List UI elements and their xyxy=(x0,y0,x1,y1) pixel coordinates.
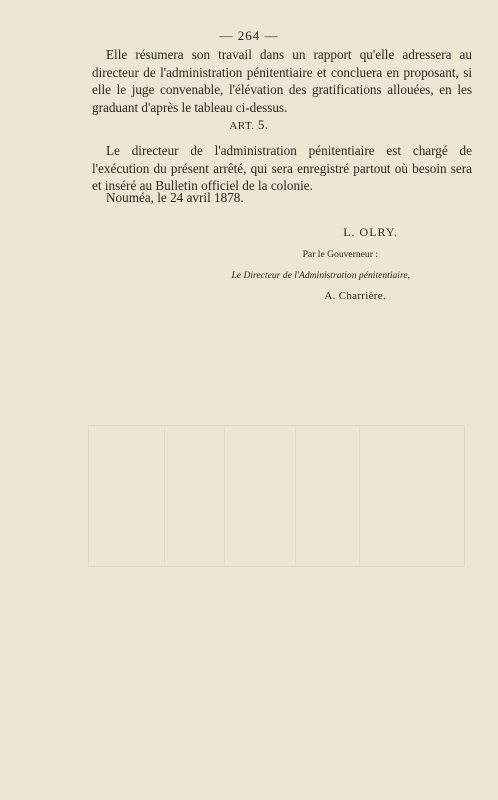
director-title: Le Directeur de l'Administration pénitentiaire, xyxy=(231,270,410,281)
bleed-through-table xyxy=(88,425,465,567)
date-line: Nouméa, le 24 avril 1878. xyxy=(106,190,244,205)
director-name: A. Charrière. xyxy=(324,290,386,302)
page-number: — 264 — xyxy=(219,28,279,43)
article-prefix: ART. xyxy=(229,120,255,132)
article-heading xyxy=(0,117,498,133)
signature: L. OLRY. xyxy=(343,225,398,239)
article-number: 5. xyxy=(257,117,269,132)
paragraph-1: Elle résumera son travail dans un rapport qu'elle adressera au directeur de l'administration pénitentiaire et concluera en proposant, si elle le juge convenable, l'élévation des gratifications allouées, en les graduant d'après le tableau ci-dessus. xyxy=(92,47,472,116)
paragraph-2: Le directeur de l'administration pénitentiaire est chargé de l'exécution du présent arrêté, qui sera enregistré partout où besoin sera et inséré au Bulletin officiel de la colonie. xyxy=(92,143,472,194)
by-governor: Par le Gouverneur : xyxy=(302,249,378,260)
